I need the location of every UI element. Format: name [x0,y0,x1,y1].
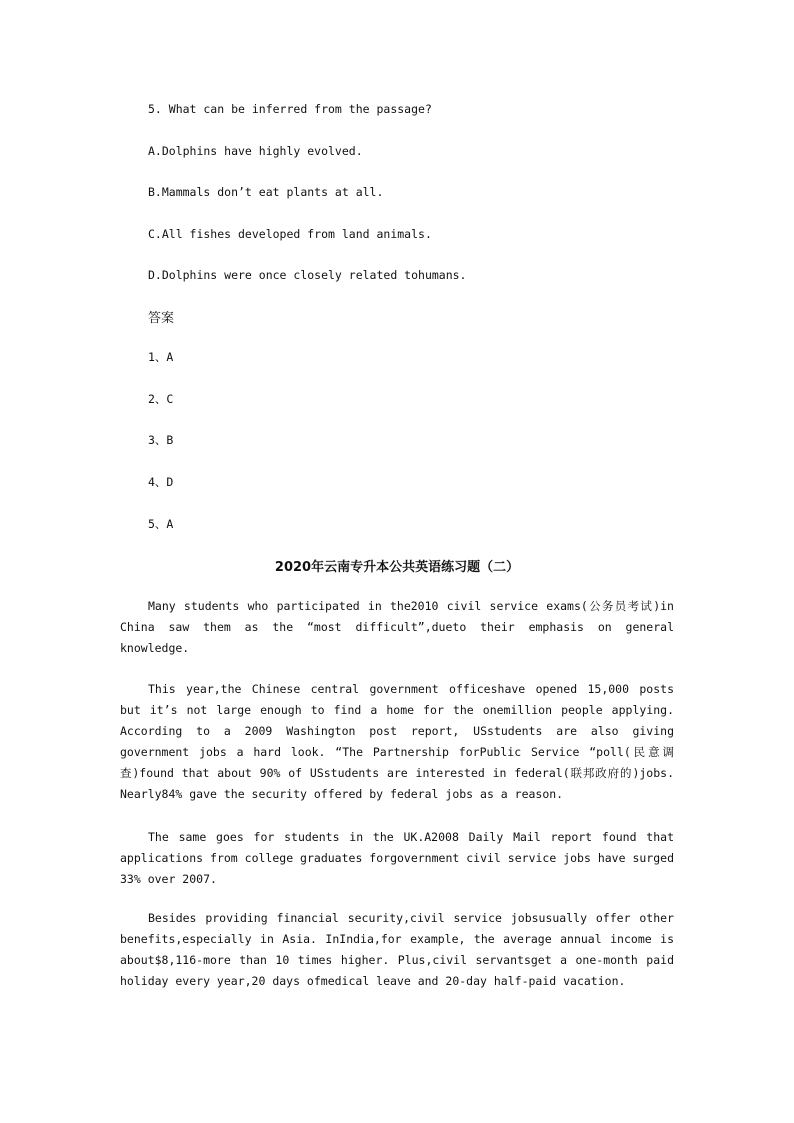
option-b: B.Mammals don’t eat plants at all. [148,185,384,199]
paragraph-4: Besides providing financial security,civil service jobsusually offer other benefits,especially in Asia. InIndia,for example, the average annual income is about$8,116-more than 10 times higher. Plus,civil servantsget a one-month paid holiday every year,20 days ofmedical leave and 20-day half-paid vacation. [120,911,674,988]
answer-item: 5、A [148,517,174,531]
section-title: 2020年云南专升本公共英语练习题（二） [274,560,520,575]
answers-heading: 答案 [148,311,175,326]
paragraph-2: This year,the Chinese central government officeshave opened 15,000 posts but it’s not large enough to find a home for the onemillion people applying. According to a 2009 Washington post report, USstudents are also giving government jobs a hard look. “The Partnership forPublic Service “poll(民意调查)found that about 90% of USstudents are interested in federal(联邦政府的)jobs. Nearly84% gave the security offered by federal jobs as a reason. [120,682,674,801]
answer-item: 4、D [148,475,174,489]
option-a: A.Dolphins have highly evolved. [148,144,363,158]
answer-item: 2、C [148,392,174,406]
paragraph-1: Many students who participated in the2010 civil service exams(公务员考试)in China saw them as the “most difficult”,dueto their emphasis on general knowledge. [120,599,674,655]
answer-item: 1、A [148,350,174,364]
paragraph-3: The same goes for students in the UK.A2008 Daily Mail report found that applications from college graduates forgovernment civil service jobs have surged 33% over 2007. [120,830,674,886]
option-d: D.Dolphins were once closely related tohumans. [148,268,467,282]
answer-item: 3、B [148,433,174,447]
option-c: C.All fishes developed from land animals. [148,227,432,241]
question-stem: 5. What can be inferred from the passage? [148,102,432,116]
